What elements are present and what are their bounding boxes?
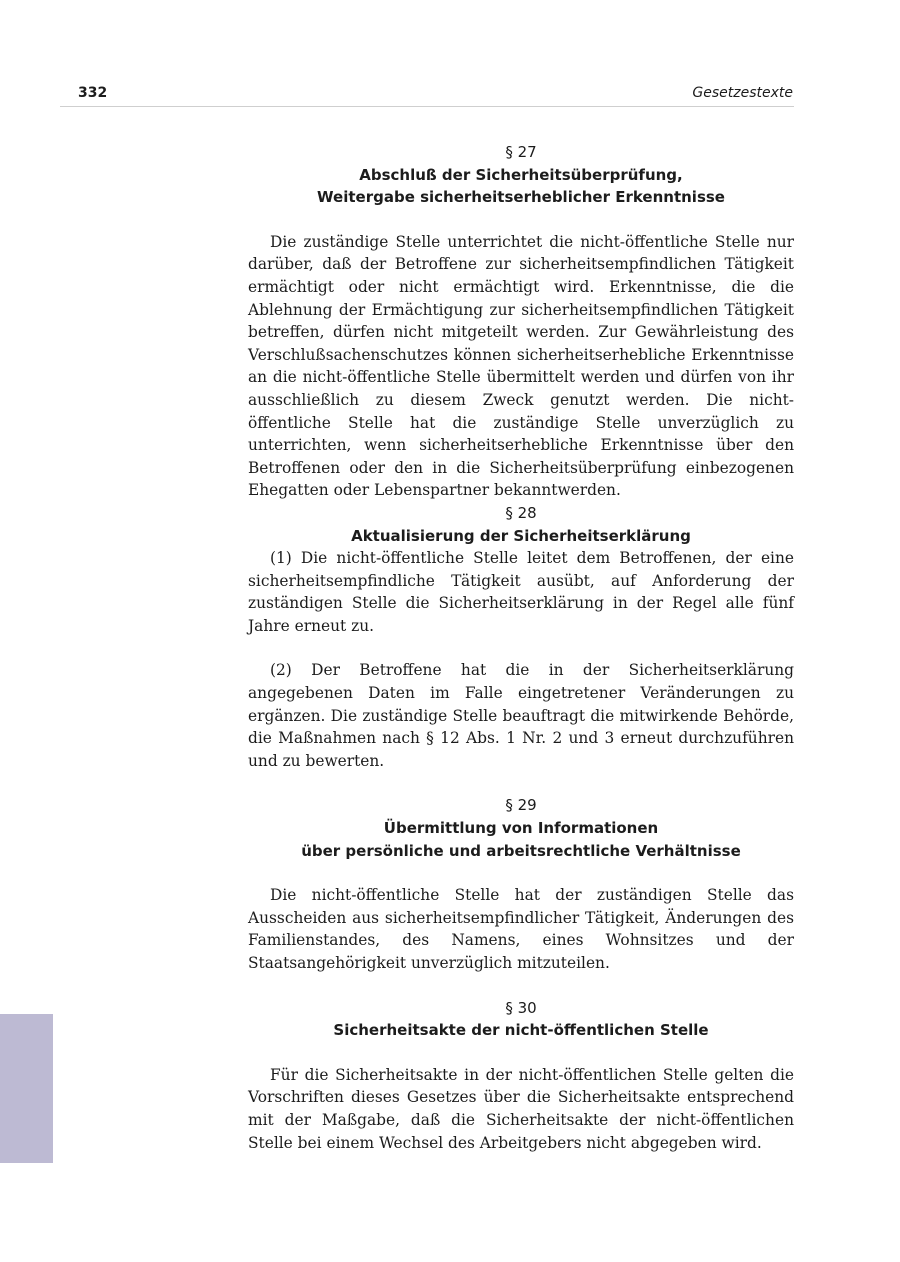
section-title: Weitergabe sicherheitserheblicher Erkenntnisse — [317, 188, 725, 207]
section-number: § 29 — [505, 796, 537, 815]
section-number: § 27 — [505, 143, 537, 161]
running-title: Gesetzestexte — [692, 85, 793, 101]
section-title: Übermittlung von Informationen — [383, 819, 659, 838]
section-title: über persönliche und arbeitsrechtliche Verhältnisse — [301, 841, 741, 860]
section-paragraph: Die zuständige Stelle unterrichtet die nicht-öffentliche Stelle nur darüber, daß der Betroffene zur sicherheitsempfindlichen Tätigkeit ermächtigt oder nicht ermächtigt wird. Erkenntnisse, die die Ablehnung der Ermächtigung zur sicherheitsempfindlichen Tätigkeit betreffen, dürfen nicht mitgeteilt werden. Zur Gewährleistung des Verschlußsachenschutzes können sicherheitserhebliche Erkenntnisse an die nicht-öffentliche Stelle übermittelt werden und dürfen von ihr ausschließlich zu diesem Zweck genutzt werden. Die nicht-öffentliche Stelle hat die zuständige Stelle unverzüglich zu unterrichten, wenn sicherheitserhebliche Erkenntnisse über den Betroffenen oder den in die Sicherheitsüberprüfung einbezogenen Ehegatten oder Lebenspartner bekanntwerden. — [248, 232, 794, 500]
section-27 — [248, 141, 794, 502]
section-paragraph: Die nicht-öffentliche Stelle hat der zuständigen Stelle das Ausscheiden aus sicherheitsempfindlicher Tätigkeit, Änderungen des Familienstandes, des Namens, eines Wohnsitzes und der Staatsangehörigkeit unverzüglich mitzuteilen. — [248, 886, 794, 972]
section-paragraph: Für die Sicherheitsakte in der nicht-öffentlichen Stelle gelten die Vorschriften dieses Gesetzes über die Sicherheitsakte entsprechend mit der Maßgabe, daß die Sicherheitsakte der nicht-öffentlichen Stelle bei einem Wechsel des Arbeitgebers nicht abgegeben wird. — [248, 1065, 794, 1152]
section-title: Abschluß der Sicherheitsüberprüfung, — [359, 165, 683, 184]
section-number: § 30 — [505, 998, 537, 1017]
section-paragraph: (1) Die nicht-öffentliche Stelle leitet dem Betroffenen, der eine sicherheitsempfindliche Tätigkeit ausübt, auf Anforderung der zuständigen Stelle die Sicherheitserklärung in der Regel alle fünf Jahre erneut zu. — [248, 549, 794, 635]
thumb-index-tab — [0, 1014, 53, 1163]
section-paragraph: (2) Der Betroffene hat die in der Sicherheitserklärung angegebenen Daten im Falle eingetretener Veränderungen zu ergänzen. Die zuständige Stelle beauftragt die mitwirkende Behörde, die Maßnahmen nach § 12 Abs. 1 Nr. 2 und 3 erneut durchzuführen und zu bewerten. — [248, 661, 794, 770]
section-30 — [248, 997, 794, 1155]
page-body — [248, 141, 794, 1154]
page-number: 332 — [78, 85, 108, 101]
section-title: Aktualisierung der Sicherheitserklärung — [351, 526, 691, 545]
section-28 — [248, 502, 794, 773]
page-header — [60, 84, 794, 107]
section-title: Sicherheitsakte der nicht-öffentlichen Stelle — [333, 1021, 709, 1040]
section-number: § 28 — [505, 503, 537, 522]
section-29 — [248, 794, 794, 974]
